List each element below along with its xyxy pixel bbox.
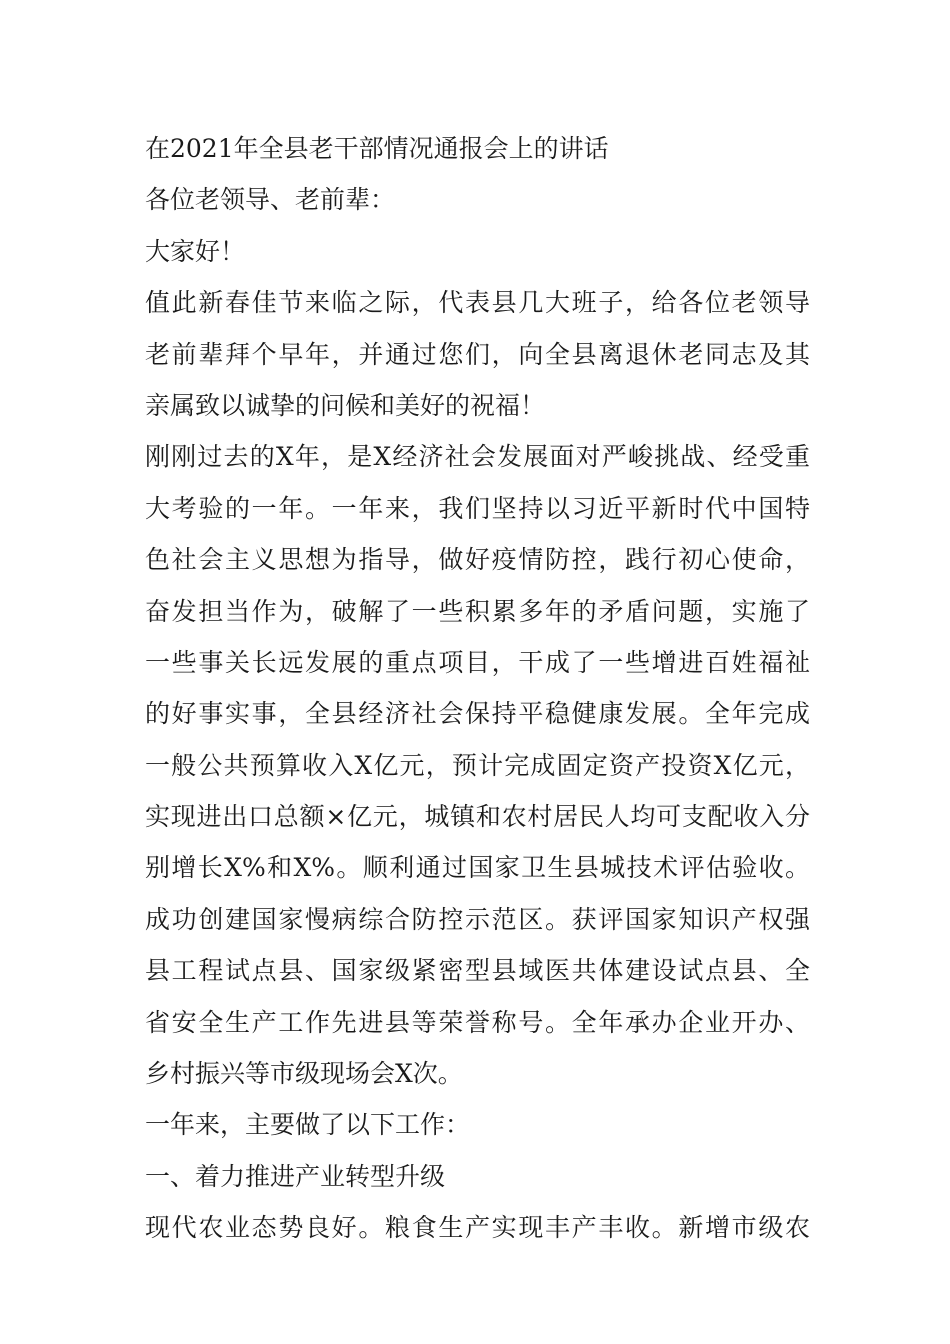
paragraph-line: 一年来，主要做了以下工作： (145, 1110, 471, 1140)
paragraph-line: 大考验的一年。一年来，我们坚持以习近平新时代中国特 (145, 493, 810, 523)
paragraph-line: 现代农业态势良好。粮食生产实现丰产丰收。新增市级农 (145, 1213, 810, 1243)
paragraph-line: 值此新春佳节来临之际，代表县几大班子，给各位老领导 (145, 288, 810, 318)
paragraph-line: 乡村振兴等市级现场会X次。 (145, 1059, 463, 1089)
paragraph-line: 色社会主义思想为指导，做好疫情防控，践行初心使命， (145, 545, 810, 575)
section-heading: 一、着力推进产业转型升级 (145, 1161, 446, 1191)
paragraph-line: 老前辈拜个早年，并通过您们，向全县离退休老同志及其 (145, 339, 810, 369)
paragraph-line: 实现进出口总额×亿元，城镇和农村居民人均可支配收入分 (145, 802, 810, 832)
paragraph-line: 的好事实事，全县经济社会保持平稳健康发展。全年完成 (145, 699, 810, 729)
document-page (145, 123, 810, 1254)
salutation: 各位老领导、老前辈： (145, 185, 396, 215)
paragraph-line: 奋发担当作为，破解了一些积累多年的矛盾问题，实施了 (145, 596, 810, 626)
paragraph-line: 一些事关长远发展的重点项目，干成了一些增进百姓福祉 (145, 647, 810, 677)
paragraph-line: 省安全生产工作先进县等荣誉称号。全年承办企业开办、 (145, 1007, 810, 1037)
paragraph-line: 亲属致以诚挚的问候和美好的祝福！ (145, 390, 546, 420)
greeting: 大家好！ (145, 236, 246, 266)
paragraph-line: 县工程试点县、国家级紧密型县域医共体建设试点县、全 (145, 956, 810, 986)
paragraph-line: 别增长X%和X%。顺利通过国家卫生县城技术评估验收。 (145, 853, 810, 883)
paragraph-line: 成功创建国家慢病综合防控示范区。获评国家知识产权强 (145, 904, 810, 934)
paragraph-line: 刚刚过去的X年，是X经济社会发展面对严峻挑战、经受重 (145, 442, 810, 472)
paragraph-line: 一般公共预算收入X亿元，预计完成固定资产投资X亿元， (145, 750, 810, 780)
document-title: 在2021年全县老干部情况通报会上的讲话 (145, 134, 609, 163)
